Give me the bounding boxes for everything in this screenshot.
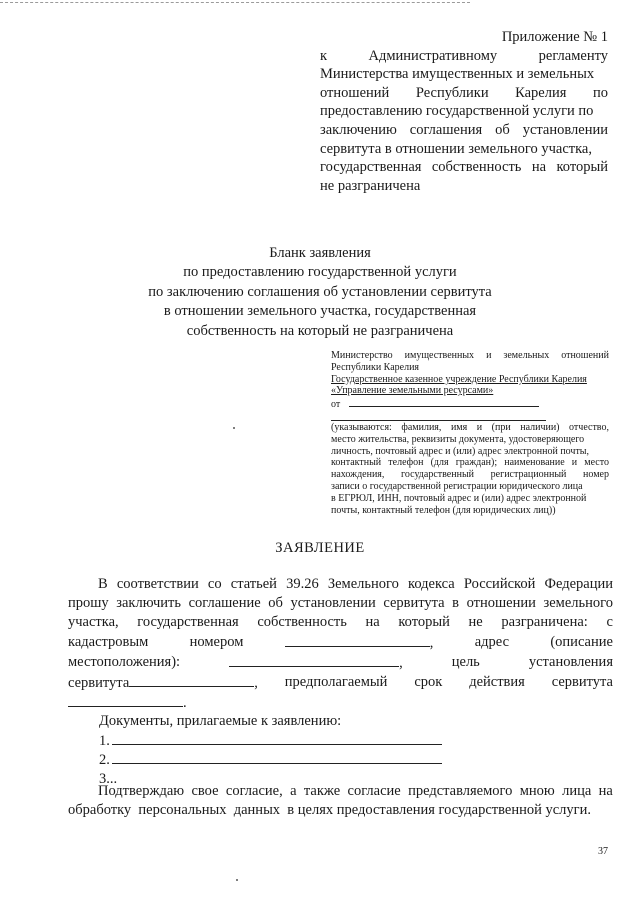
consent-paragraph: [68, 782, 613, 820]
body-word: соглашение: [188, 595, 261, 612]
annex-word: об: [495, 121, 510, 138]
consent-word: представляемого: [408, 783, 513, 799]
hint-word: наличии): [520, 421, 560, 433]
hint-word: почты, контактный телефон (для юридических лиц)): [331, 504, 556, 516]
statement-heading: ЗАЯВЛЕНИЕ: [275, 540, 365, 556]
term-field[interactable]: [68, 693, 183, 707]
documents-title: Документы, прилагаемые к заявлению:: [99, 713, 342, 729]
institution-name-quoted: «Управление земельными ресурсами»: [331, 385, 494, 397]
annex-title: Приложение № 1: [501, 29, 608, 45]
body-line: сервитута , предполагаемый срок действия сервитута: [68, 674, 613, 692]
from-label: от: [331, 399, 341, 411]
attached-documents: [99, 712, 442, 788]
consent-line: [68, 782, 613, 801]
consent-word: лица: [562, 783, 592, 799]
hint-word: государственный: [401, 469, 475, 481]
body-word: государственная: [137, 614, 239, 631]
annex-line: [320, 177, 608, 196]
body-word: прошу: [68, 595, 109, 612]
body-word: отношении: [466, 595, 536, 612]
body-word: заключить: [116, 595, 181, 612]
scan-edge-rule: [0, 2, 470, 3]
annex-word: предоставлению государственной услуги по: [320, 103, 594, 120]
annex-line: [320, 102, 608, 121]
body-word: статьей: [230, 576, 277, 592]
hint-word: граждан);: [455, 457, 498, 469]
annex-text: [320, 47, 608, 196]
ministry-word: и: [486, 350, 492, 361]
scan-speck: [236, 879, 238, 881]
ministry-word: отношений: [561, 350, 609, 361]
body-line: [68, 575, 613, 594]
body-line: .: [68, 693, 613, 713]
annex-word: государственная: [320, 159, 422, 176]
purpose-field[interactable]: [129, 673, 254, 687]
annex-line: [320, 65, 608, 84]
hint-word: фамилия,: [401, 421, 442, 433]
body-word: соответствии: [116, 576, 199, 592]
annex-line: [320, 140, 608, 159]
body-word: кодекса: [408, 576, 455, 592]
institution-name: Государственное казенное учреждение Республики Карелия: [331, 373, 587, 385]
hint-word: телефон: [388, 457, 424, 469]
consent-word: свое: [191, 783, 219, 799]
document-1-field[interactable]: [112, 731, 442, 745]
hint-rule: [331, 420, 546, 421]
consent-word: согласие: [347, 783, 401, 799]
hint-line: [331, 457, 609, 469]
consent-word: а: [290, 783, 297, 799]
scan-speck: [233, 427, 235, 429]
body-line: [68, 594, 613, 613]
annex-word: к: [320, 47, 328, 64]
body-word: Российской: [463, 576, 536, 592]
annex-word: на: [531, 159, 547, 176]
hint-word: (для: [430, 457, 449, 469]
cadastral-number-field[interactable]: [285, 633, 430, 647]
consent-word: Подтверждаю: [98, 783, 185, 799]
annex-word: регламенту: [538, 47, 608, 64]
hint-word: имя: [450, 421, 468, 433]
annex-word: Карелия: [515, 84, 567, 101]
hint-word: номер: [583, 469, 609, 481]
annex-word: Республики: [415, 84, 489, 101]
hint-word: нахождения,: [331, 469, 385, 481]
form-title-line: Бланк заявления: [269, 245, 371, 261]
hint-word: (указываются:: [331, 421, 392, 433]
ministry-word: имущественных: [404, 350, 475, 361]
annex-word: сервитута в отношении земельного участка,: [320, 140, 592, 157]
body-line: [68, 613, 613, 632]
consent-word: согласие,: [225, 783, 283, 799]
annex-line: [320, 47, 608, 66]
applicant-field[interactable]: [349, 397, 539, 407]
annex-line: [320, 84, 608, 103]
hint-line: [331, 434, 609, 446]
location-field[interactable]: [229, 653, 399, 667]
consent-line: обработку персональных данных в целях предоставления государственной услуги.: [68, 802, 591, 819]
from-line: [331, 397, 609, 411]
page-number: 37: [598, 846, 608, 857]
annex-line: [320, 121, 608, 140]
body-word: Федерации: [544, 576, 613, 592]
hint-word: контактный: [331, 457, 382, 469]
annex-word: отношений: [320, 84, 390, 101]
body-word: на: [365, 614, 380, 631]
statement-body: [68, 575, 613, 713]
form-title-line: по предоставлению государственной услуги: [183, 264, 457, 281]
hint-line: [331, 446, 609, 458]
body-word: 39.26: [286, 576, 319, 592]
body-word: с: [606, 614, 613, 631]
addressee-block: [331, 350, 609, 516]
body-word: сервитута: [383, 595, 445, 612]
body-word: собственность: [257, 614, 347, 631]
ministry-word: земельных: [503, 350, 550, 361]
annex-line: [320, 158, 608, 177]
hint-word: (при: [491, 421, 511, 433]
hint-line: [331, 469, 609, 481]
annex-word: который: [556, 159, 608, 176]
body-word: со: [207, 576, 222, 592]
form-title-line: собственность на который не разграничена: [186, 322, 454, 339]
body-word: установлении: [290, 595, 376, 612]
annex-word: Министерства имущественных и земельных: [320, 66, 595, 83]
hint-word: и: [571, 457, 578, 469]
body-word: Земельного: [327, 576, 399, 592]
document-2-field[interactable]: [112, 750, 442, 764]
consent-word: мною: [519, 783, 555, 799]
annex-word: соглашения: [409, 121, 483, 138]
annex-block: [320, 28, 608, 195]
hint-word: место жительства, реквизиты документа, удостоверяющего: [331, 433, 585, 445]
hint-line: [331, 481, 609, 493]
body-word: который: [398, 614, 450, 631]
hint-word: и: [476, 421, 483, 433]
hint-word: в ЕГРЮЛ, ИНН, почтовый адрес и (или) адрес электронной: [331, 492, 587, 504]
annex-word: Административному: [368, 47, 498, 64]
form-title-line: по заключению соглашения об установлении сервитута: [148, 283, 492, 300]
hint-word: записи о государственной регистрации юридического лица: [331, 480, 583, 492]
body-word: об: [268, 595, 283, 612]
consent-word: на: [598, 783, 613, 799]
consent-word: также: [303, 783, 341, 799]
annex-word: по: [592, 84, 608, 101]
body-word: разграничена:: [501, 614, 588, 631]
form-title: [60, 244, 580, 341]
body-word: земельного: [543, 595, 613, 612]
body-word: В: [98, 576, 108, 592]
annex-word: заключению: [320, 121, 397, 138]
hint-word: регистрационный: [490, 469, 567, 481]
form-title-line: в отношении земельного участка, государственная: [163, 303, 477, 320]
document-item: 2.: [99, 750, 442, 770]
applicant-hint: [331, 422, 609, 516]
ministry-word: Министерство: [331, 350, 393, 361]
hint-word: место: [584, 457, 609, 469]
annex-word: установлении: [522, 121, 608, 138]
annex-word: не разграничена: [320, 177, 421, 194]
body-line: местоположения): , цель установления: [68, 653, 613, 671]
hint-line: [331, 493, 609, 505]
hint-word: личность, почтовый адрес и (или) адрес электронной почты,: [331, 445, 590, 457]
hint-word: отчество,: [569, 421, 609, 433]
annex-word: собственность: [431, 159, 522, 176]
hint-line: [331, 422, 609, 434]
ministry-name-line: [331, 350, 609, 362]
ministry-region: Республики Карелия: [331, 361, 420, 373]
body-word: участка,: [68, 614, 119, 631]
body-line: кадастровым номером , адрес (описание: [68, 633, 613, 651]
body-word: в: [452, 595, 460, 612]
hint-line: [331, 505, 609, 517]
body-word: не: [468, 614, 483, 631]
document-item: 3...: [99, 770, 118, 787]
hint-word: наименование: [504, 457, 565, 469]
document-item: 1.: [99, 731, 442, 751]
